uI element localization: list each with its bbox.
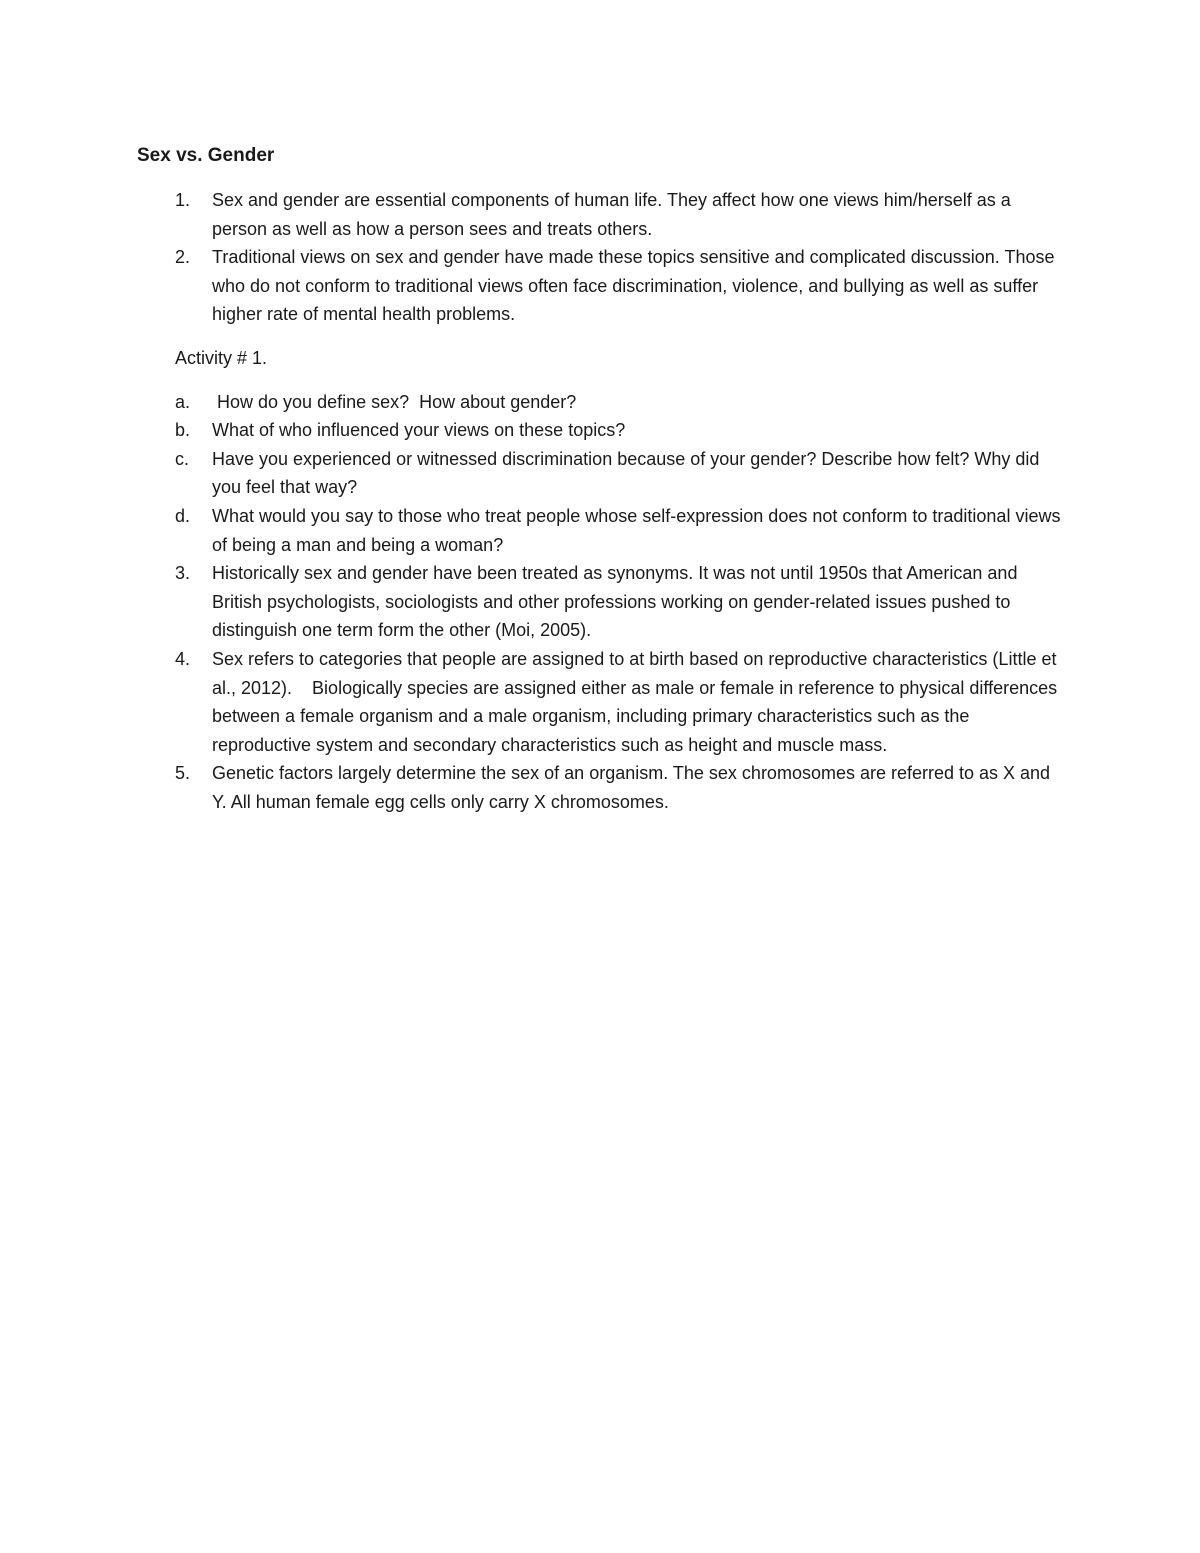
activity-item-d	[137, 502, 1067, 559]
list-marker: d.	[175, 505, 191, 526]
list-marker: 2.	[175, 247, 191, 268]
activity-item-b	[137, 416, 1067, 445]
list-item-text: What of who influenced your views on these topics?	[212, 420, 626, 441]
activity-item-a	[137, 388, 1067, 417]
list-item-text: How do you define sex? How about gender?	[212, 391, 577, 412]
list-marker: 1.	[175, 190, 191, 210]
document-title: Sex vs. Gender	[137, 145, 275, 166]
list-marker: 3.	[175, 563, 191, 584]
list-item-text: Historically sex and gender have been treated as synonyms. It was not until 1950s that American and British psychologists, sociologists and other professions working on gender-related issues pushed to distinguish one term form the other (Moi, 2005).	[212, 563, 1018, 641]
activity-label: Activity # 1.	[175, 347, 268, 368]
list-item-text: Sex and gender are essential components of human life. They affect how one views him/herself as a person as well as how a person sees and treats others.	[212, 190, 1011, 239]
list-item-text: Traditional views on sex and gender have made these topics sensitive and complicated discussion. Those who do not conform to traditional views often face discrimination, violence, and bullying as well as suffer higher rate of mental health problems.	[212, 247, 1055, 325]
list-item-text: Sex refers to categories that people are assigned to at birth based on reproductive characteristics (Little et al., 2012). Biologically species are assigned either as male or female in reference to physical differences between a female organism and a male organism, including primary characteristics such as the reproductive system and secondary characteristics such as height and muscle mass.	[212, 648, 1063, 755]
list-marker: 4.	[175, 648, 191, 669]
list-marker: c.	[175, 448, 190, 469]
activity-item-3	[137, 559, 1067, 645]
list-marker: b.	[175, 420, 191, 441]
list-item-text: Genetic factors largely determine the sex of an organism. The sex chromosomes are referred to as X and Y. All human female egg cells only carry X chromosomes.	[212, 763, 1051, 812]
list-item-text: What would you say to those who treat people whose self-expression does not conform to traditional views of being a man and being a woman?	[212, 505, 1061, 555]
activity-item-c	[137, 445, 1067, 502]
list-marker: 5.	[175, 763, 191, 784]
intro-list	[137, 186, 1067, 329]
list-marker: a.	[175, 391, 191, 412]
list-item-text: Have you experienced or witnessed discrimination because of your gender? Describe how felt? Why did you feel that way?	[212, 448, 1040, 498]
activity-item-4	[137, 645, 1067, 759]
intro-item-1	[137, 186, 1067, 243]
document-content	[137, 142, 1067, 816]
intro-item-2	[137, 243, 1067, 329]
activity-list	[137, 388, 1067, 817]
activity-item-5	[137, 759, 1067, 816]
